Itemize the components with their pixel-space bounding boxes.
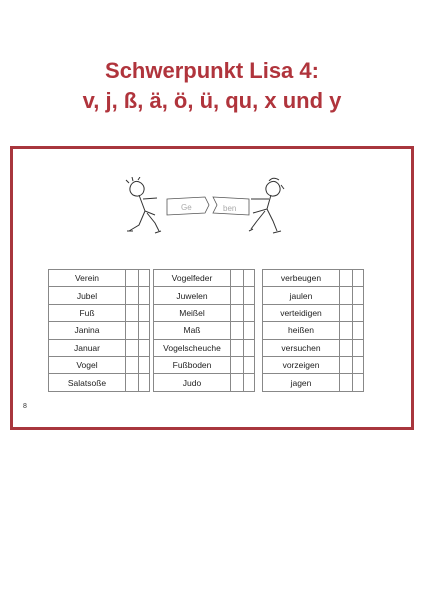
check-box[interactable] bbox=[353, 322, 364, 339]
table-row bbox=[263, 356, 364, 373]
check-box[interactable] bbox=[231, 287, 244, 304]
check-box[interactable] bbox=[126, 304, 139, 321]
check-box[interactable] bbox=[126, 339, 139, 356]
check-box[interactable] bbox=[231, 356, 244, 373]
table-row bbox=[154, 270, 255, 287]
word-cell: Judo bbox=[154, 374, 231, 391]
word-cell: Juwelen bbox=[154, 287, 231, 304]
word-cell: Vogelscheuche bbox=[154, 339, 231, 356]
word-cell: Vogelfeder bbox=[154, 270, 231, 287]
word-cell: Verein bbox=[49, 270, 126, 287]
word-cell: versuchen bbox=[263, 339, 340, 356]
check-box[interactable] bbox=[139, 270, 150, 287]
page-number: 8 bbox=[23, 403, 27, 410]
check-box[interactable] bbox=[139, 287, 150, 304]
check-box[interactable] bbox=[244, 287, 255, 304]
word-cell: jagen bbox=[263, 374, 340, 391]
table-row bbox=[263, 270, 364, 287]
table-row bbox=[49, 339, 150, 356]
check-box[interactable] bbox=[353, 270, 364, 287]
table-row bbox=[154, 356, 255, 373]
page-subtitle: v, j, ß, ä, ö, ü, qu, x und y bbox=[82, 88, 342, 113]
check-box[interactable] bbox=[139, 322, 150, 339]
check-box[interactable] bbox=[353, 374, 364, 391]
table-row bbox=[49, 287, 150, 304]
table-row bbox=[154, 322, 255, 339]
check-box[interactable] bbox=[126, 270, 139, 287]
check-box[interactable] bbox=[340, 304, 353, 321]
table-row bbox=[49, 356, 150, 373]
table-row bbox=[49, 374, 150, 391]
check-box[interactable] bbox=[126, 287, 139, 304]
check-box[interactable] bbox=[231, 322, 244, 339]
word-cell: jaulen bbox=[263, 287, 340, 304]
word-cell: Maß bbox=[154, 322, 231, 339]
check-box[interactable] bbox=[244, 322, 255, 339]
check-box[interactable] bbox=[139, 374, 150, 391]
check-box[interactable] bbox=[126, 374, 139, 391]
word-cell: Fuß bbox=[49, 304, 126, 321]
word-cell: verbeugen bbox=[263, 270, 340, 287]
sign-left-text: Ge bbox=[181, 203, 192, 212]
word-cell: Januar bbox=[49, 339, 126, 356]
check-box[interactable] bbox=[340, 270, 353, 287]
table-row bbox=[49, 270, 150, 287]
word-cell: verteidigen bbox=[263, 304, 340, 321]
word-table-1 bbox=[48, 269, 150, 392]
word-table-3 bbox=[262, 269, 364, 392]
sign-right-text: ben bbox=[223, 204, 237, 213]
check-box[interactable] bbox=[126, 356, 139, 373]
check-box[interactable] bbox=[353, 304, 364, 321]
check-box[interactable] bbox=[244, 356, 255, 373]
check-box[interactable] bbox=[340, 287, 353, 304]
table-row bbox=[263, 287, 364, 304]
check-box[interactable] bbox=[353, 287, 364, 304]
check-box[interactable] bbox=[126, 322, 139, 339]
tug-of-war-illustration bbox=[123, 177, 293, 257]
check-box[interactable] bbox=[340, 322, 353, 339]
word-cell: Salatsoße bbox=[49, 374, 126, 391]
page-title: Schwerpunkt Lisa 4: bbox=[105, 58, 319, 83]
check-box[interactable] bbox=[353, 339, 364, 356]
check-box[interactable] bbox=[231, 304, 244, 321]
check-box[interactable] bbox=[139, 356, 150, 373]
check-box[interactable] bbox=[244, 374, 255, 391]
check-box[interactable] bbox=[139, 304, 150, 321]
table-row bbox=[49, 304, 150, 321]
table-row bbox=[154, 339, 255, 356]
table-row bbox=[263, 374, 364, 391]
check-box[interactable] bbox=[244, 270, 255, 287]
worksheet-frame bbox=[10, 146, 414, 430]
table-row bbox=[154, 374, 255, 391]
check-box[interactable] bbox=[231, 374, 244, 391]
check-box[interactable] bbox=[353, 356, 364, 373]
check-box[interactable] bbox=[340, 339, 353, 356]
table-row bbox=[154, 287, 255, 304]
word-table-2 bbox=[153, 269, 255, 392]
check-box[interactable] bbox=[244, 304, 255, 321]
check-box[interactable] bbox=[340, 374, 353, 391]
table-row bbox=[49, 322, 150, 339]
word-cell: Janina bbox=[49, 322, 126, 339]
word-cell: heißen bbox=[263, 322, 340, 339]
word-cell: Fußboden bbox=[154, 356, 231, 373]
check-box[interactable] bbox=[244, 339, 255, 356]
word-cell: vorzeigen bbox=[263, 356, 340, 373]
word-cell: Jubel bbox=[49, 287, 126, 304]
table-row bbox=[263, 304, 364, 321]
table-row bbox=[263, 322, 364, 339]
check-box[interactable] bbox=[340, 356, 353, 373]
word-cell: Meißel bbox=[154, 304, 231, 321]
table-row bbox=[263, 339, 364, 356]
word-cell: Vogel bbox=[49, 356, 126, 373]
check-box[interactable] bbox=[139, 339, 150, 356]
check-box[interactable] bbox=[231, 339, 244, 356]
table-row bbox=[154, 304, 255, 321]
check-box[interactable] bbox=[231, 270, 244, 287]
